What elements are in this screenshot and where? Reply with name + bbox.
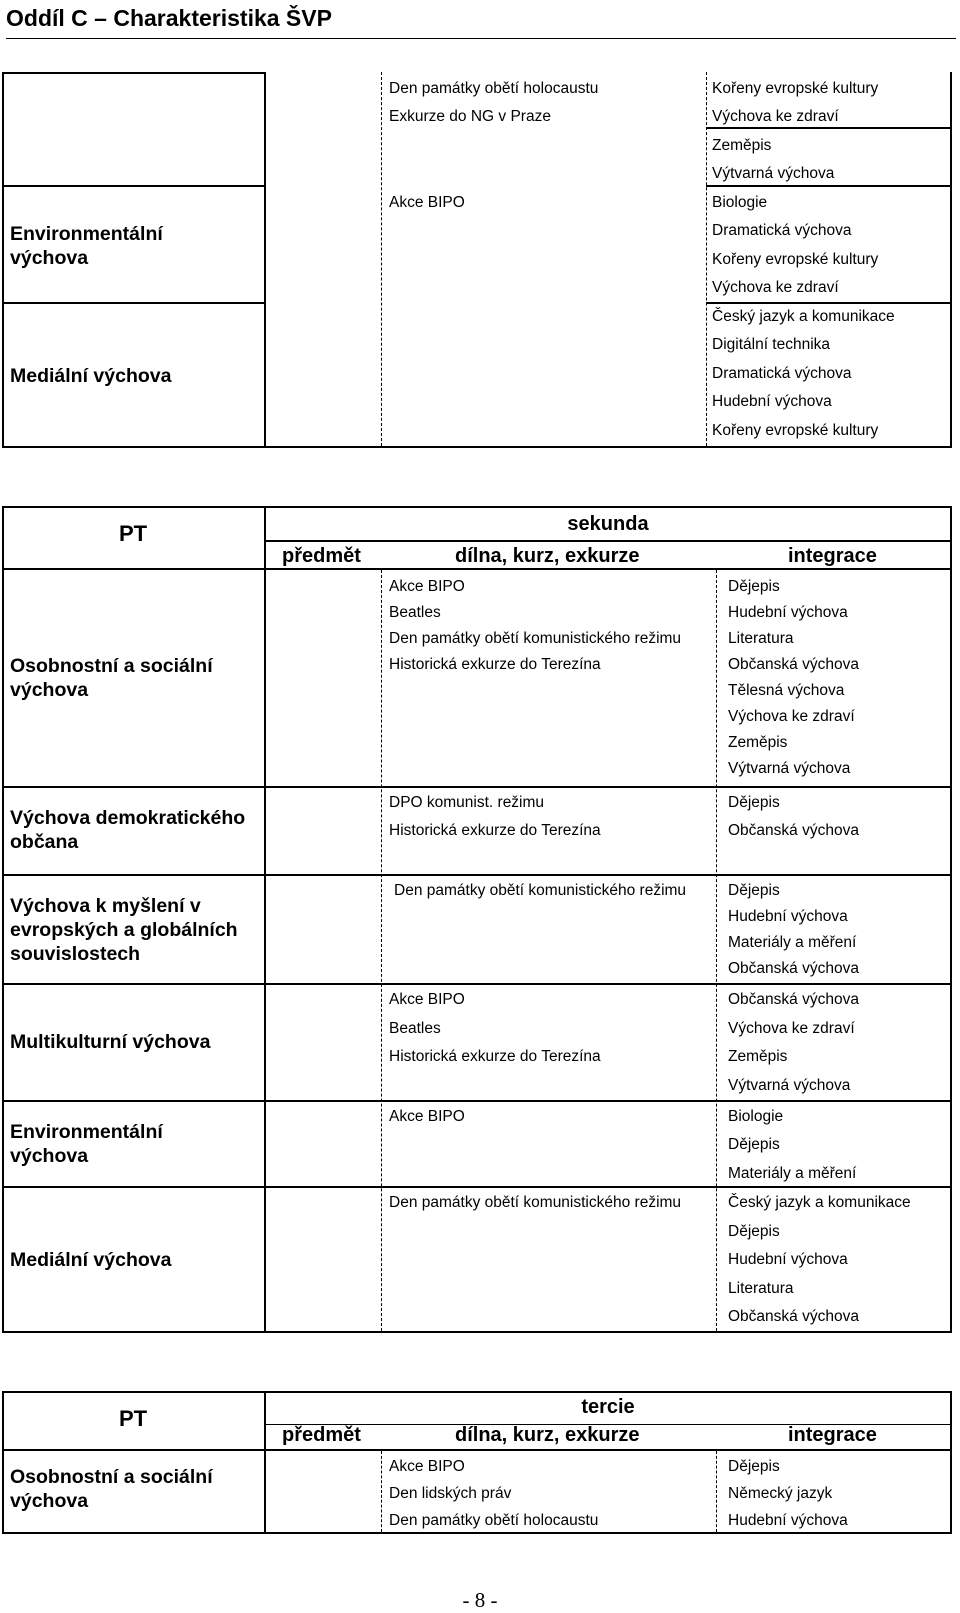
activity-item: Akce BIPO [389,194,465,211]
page-header [6,2,956,39]
integration-item: Dějepis [728,1136,780,1153]
integration-item: Občanská výchova [728,656,859,673]
integration-item: Materiály a měření [728,934,857,951]
column-header-integration: integrace [788,545,877,567]
activity-item: Historická exkurze do Terezína [389,1048,601,1065]
column-header-subject: předmět [282,1424,361,1446]
pt-header: PT [118,521,148,546]
activity-item: Den lidských práv [389,1485,512,1502]
column-header-subject: předmět [282,545,361,567]
integration-item: Občanská výchova [728,1308,859,1325]
year-header: tercie [581,1396,635,1418]
integration-item: Výchova ke zdraví [728,1020,855,1037]
activity-item: Akce BIPO [389,1108,465,1125]
integration-item: Dějepis [728,578,780,595]
activity-item: Exkurze do NG v Praze [389,108,551,125]
integration-item: Kořeny evropské kultury [712,251,879,268]
activity-item: Beatles [389,1020,441,1037]
theme-european-global-thinking: Výchova k myšlení v evropských a globálních souvislostech [10,895,238,965]
year-header: sekunda [567,513,649,535]
theme-personal-social-education: Osobnostní a sociální výchova [10,655,213,701]
integration-item: Výchova ke zdraví [728,708,855,725]
activity-item: Akce BIPO [389,1458,465,1475]
page-title: Oddíl C – Charakteristika ŠVP [6,5,332,31]
integration-item: Výchova ke zdraví [712,108,839,125]
integration-item: Německý jazyk [728,1485,833,1502]
theme-multicultural-education: Multikulturní výchova [10,1031,211,1053]
integration-item: Občanská výchova [728,822,859,839]
table-sekunda [2,506,952,1333]
integration-item: Biologie [712,194,768,211]
integration-item: Dějepis [728,1223,780,1240]
activity-item: Den památky obětí komunistického režimu [389,1194,682,1211]
integration-item: Hudební výchova [728,604,848,621]
activity-item: Den památky obětí holocaustu [389,80,599,97]
integration-item: Dějepis [728,1458,780,1475]
column-header-workshop: dílna, kurz, exkurze [455,545,640,567]
activity-item: DPO komunist. režimu [389,794,545,811]
integration-item: Hudební výchova [728,908,848,925]
theme-media-education: Mediální výchova [10,365,172,387]
integration-item: Kořeny evropské kultury [712,422,879,439]
integration-item: Výtvarná výchova [728,760,851,777]
integration-item: Tělesná výchova [728,682,845,699]
integration-item: Občanská výchova [728,991,859,1008]
activity-item: Historická exkurze do Terezína [389,822,601,839]
integration-item: Dějepis [728,794,780,811]
theme-personal-social-education: Osobnostní a sociální výchova [10,1466,213,1512]
theme-environmental-education: Environmentální výchova [10,1121,163,1167]
integration-item: Biologie [728,1108,784,1125]
page-number: - 8 - [462,1588,498,1612]
integration-item: Dějepis [728,882,780,899]
integration-item: Dramatická výchova [712,222,852,239]
integration-item: Zeměpis [728,1048,788,1065]
integration-item: Literatura [728,1280,794,1297]
integration-item: Hudební výchova [728,1512,848,1529]
activity-item: Akce BIPO [389,578,465,595]
integration-item: Digitální technika [712,336,831,353]
integration-item: Výtvarná výchova [712,165,835,182]
integration-item: Český jazyk a komunikace [712,308,895,325]
integration-item: Hudební výchova [712,393,832,410]
activity-item: Historická exkurze do Terezína [389,656,601,673]
integration-item: Hudební výchova [728,1251,848,1268]
activity-item: Den památky obětí komunistického režimu [394,882,687,899]
theme-media-education: Mediální výchova [10,1249,172,1271]
table-tercie [2,1391,952,1534]
integration-item: Zeměpis [728,734,788,751]
integration-item: Zeměpis [712,137,772,154]
integration-item: Výtvarná výchova [728,1077,851,1094]
integration-item: Dramatická výchova [712,365,852,382]
column-header-workshop: dílna, kurz, exkurze [455,1424,640,1446]
activity-item: Akce BIPO [389,991,465,1008]
integration-item: Občanská výchova [728,960,859,977]
integration-item: Materiály a měření [728,1165,857,1182]
theme-democratic-citizenship: Výchova demokratického občana [10,807,246,853]
integration-item: Literatura [728,630,794,647]
integration-item: Výchova ke zdraví [712,279,839,296]
pt-header: PT [118,1406,148,1431]
activity-item: Beatles [389,604,441,621]
activity-item: Den památky obětí holocaustu [389,1512,599,1529]
integration-item: Kořeny evropské kultury [712,80,879,97]
table-environment-media [2,72,952,448]
activity-item: Den památky obětí komunistického režimu [389,630,682,647]
column-header-integration: integrace [788,1424,877,1446]
theme-environmental-education: Environmentální výchova [10,223,163,269]
integration-item: Český jazyk a komunikace [728,1194,911,1211]
